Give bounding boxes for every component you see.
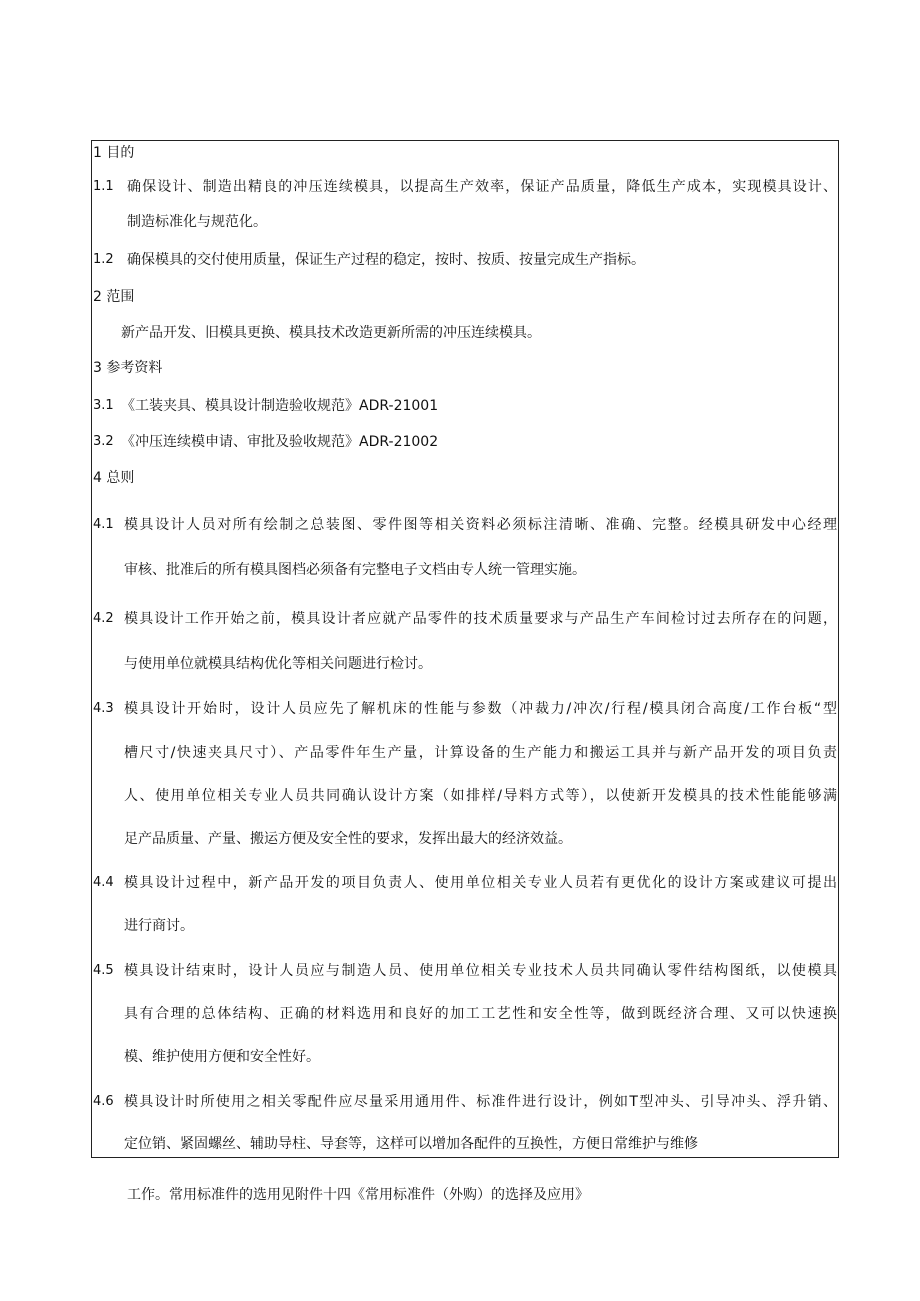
item-4-2-number: 4.2 xyxy=(93,611,114,626)
item-4-4-line-1: 模具设计过程中，新产品开发的项目负责人、使用单位相关专业人员若有更优化的设计方案或建议可提出 xyxy=(124,875,837,891)
section-2-text: 新产品开发、旧模具更换、模具技术改造更新所需的冲压连续模具。 xyxy=(121,325,541,341)
item-4-5-line-1: 模具设计结束时，设计人员应与制造人员、使用单位相关专业技术人员共同确认零件结构图纸，以使模具 xyxy=(124,963,837,979)
section-1-heading: 1 目的 xyxy=(93,145,135,161)
continuation-text: 工作。常用标准件的选用见附件十四《常用标准件（外购）的选择及应用》 xyxy=(127,1187,589,1203)
item-4-4-number: 4.4 xyxy=(93,875,114,890)
item-4-2-line-1: 模具设计工作开始之前，模具设计者应就产品零件的技术质量要求与产品生产车间检讨过去所存在的问题， xyxy=(124,611,837,627)
item-3-2-number: 3.2 xyxy=(93,434,114,449)
section-3-heading: 3 参考资料 xyxy=(93,360,163,376)
item-1-1-line-1: 确保设计、制造出精良的冲压连续模具，以提高生产效率，保证产品质量，降低生产成本，实现模具设计、 xyxy=(127,179,837,195)
item-1-2-number: 1.2 xyxy=(93,252,114,267)
item-4-6-line-2: 定位销、紧固螺丝、辅助导柱、导套等，这样可以增加各配件的互换性，方便日常维护与维修 xyxy=(124,1136,698,1152)
item-4-2-line-2: 与使用单位就模具结构优化等相关问题进行检讨。 xyxy=(124,656,432,672)
item-4-1-line-1: 模具设计人员对所有绘制之总装图、零件图等相关资料必须标注清晰、准确、完整。经模具研发中心经理 xyxy=(124,517,837,533)
item-1-1-line-2: 制造标准化与规范化。 xyxy=(127,214,267,230)
item-4-5-line-3: 模、维护使用方便和安全性好。 xyxy=(124,1049,320,1065)
item-3-2-text: 《冲压连续模申请、审批及验收规范》ADR-21002 xyxy=(121,434,439,450)
item-4-5-number: 4.5 xyxy=(93,963,114,978)
item-4-3-line-1: 模具设计开始时，设计人员应先了解机床的性能与参数（冲裁力/冲次/行程/模具闭合高度/工作台板“型 xyxy=(124,701,837,717)
item-3-1-text: 《工装夹具、模具设计制造验收规范》ADR-21001 xyxy=(121,398,439,414)
item-4-1-line-2: 审核、批准后的所有模具图档必须备有完整电子文档由专人统一管理实施。 xyxy=(124,562,586,578)
item-4-4-line-2: 进行商讨。 xyxy=(124,918,194,934)
item-4-3-line-2: 槽尺寸/快速夹具尺寸）、产品零件年生产量，计算设备的生产能力和搬运工具并与新产品开发的项目负责 xyxy=(124,745,837,761)
item-4-5-line-2: 具有合理的总体结构、正确的材料选用和良好的加工工艺性和安全性等，做到既经济合理、又可以快速换 xyxy=(124,1006,837,1022)
item-4-3-line-3: 人、使用单位相关专业人员共同确认设计方案（如排样/导料方式等），以使新开发模具的技术性能能够满 xyxy=(124,788,837,804)
item-3-1-number: 3.1 xyxy=(93,398,114,413)
section-2-heading: 2 范围 xyxy=(93,289,135,305)
section-4-heading: 4 总则 xyxy=(93,470,135,486)
item-4-6-number: 4.6 xyxy=(93,1094,114,1109)
item-4-3-number: 4.3 xyxy=(93,701,114,716)
item-4-6-line-1: 模具设计时所使用之相关零配件应尽量采用通用件、标准件进行设计，例如T型冲头、引导冲头、浮升销、 xyxy=(124,1094,837,1110)
item-4-3-line-4: 足产品质量、产量、搬运方便及安全性的要求，发挥出最大的经济效益。 xyxy=(124,831,572,847)
item-1-1-number: 1.1 xyxy=(93,179,114,194)
item-4-1-number: 4.1 xyxy=(93,517,114,532)
item-1-2-line-1: 确保模具的交付使用质量，保证生产过程的稳定，按时、按质、按量完成生产指标。 xyxy=(127,252,645,268)
